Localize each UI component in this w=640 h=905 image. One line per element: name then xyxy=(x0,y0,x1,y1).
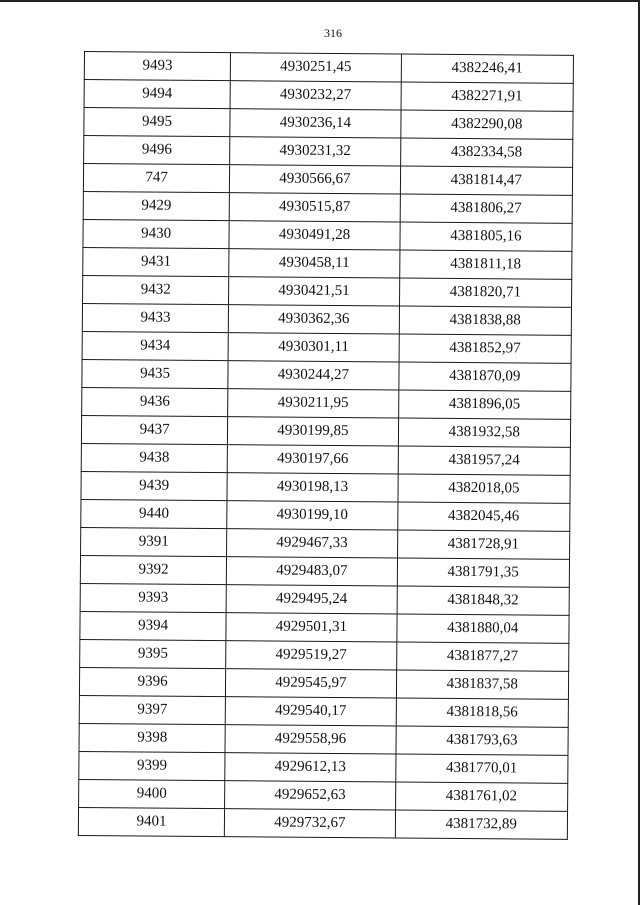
y-coordinate-cell: 4381848,32 xyxy=(397,586,570,615)
y-coordinate-cell: 4381837,58 xyxy=(396,670,569,699)
table-row xyxy=(82,303,571,335)
point-id-cell: 9438 xyxy=(81,443,227,472)
x-coordinate-cell: 4930236,14 xyxy=(230,109,401,138)
point-id-cell: 9494 xyxy=(84,80,230,109)
y-coordinate-cell: 4381957,24 xyxy=(398,446,571,475)
point-id-cell: 747 xyxy=(83,164,229,193)
x-coordinate-cell: 4930458,11 xyxy=(229,249,400,278)
table-row xyxy=(81,443,570,475)
y-coordinate-cell: 4381811,18 xyxy=(399,250,572,279)
y-coordinate-cell: 4381814,47 xyxy=(400,166,573,195)
y-coordinate-cell: 4381932,58 xyxy=(398,418,571,447)
point-id-cell: 9401 xyxy=(78,807,224,836)
point-id-cell: 9431 xyxy=(83,247,229,276)
x-coordinate-cell: 4929483,07 xyxy=(227,557,398,586)
point-id-cell: 9440 xyxy=(81,499,227,528)
x-coordinate-cell: 4929612,13 xyxy=(225,753,396,782)
point-id-cell: 9496 xyxy=(84,136,230,165)
point-id-cell: 9430 xyxy=(83,219,229,248)
table-row xyxy=(84,80,573,112)
point-id-cell: 9394 xyxy=(80,611,226,640)
page-top-edge xyxy=(0,0,640,2)
table-row xyxy=(82,387,571,419)
y-coordinate-cell: 4381806,27 xyxy=(400,194,573,223)
y-coordinate-cell: 4381896,05 xyxy=(398,390,571,419)
table-row xyxy=(83,247,572,279)
table-row xyxy=(78,807,567,839)
table-row xyxy=(79,695,568,727)
y-coordinate-cell: 4381728,91 xyxy=(397,530,570,559)
y-coordinate-cell: 4381732,89 xyxy=(395,810,568,839)
y-coordinate-cell: 4382334,58 xyxy=(400,138,573,167)
table-row xyxy=(81,499,570,531)
table-row xyxy=(84,136,573,168)
point-id-cell: 9400 xyxy=(79,779,225,808)
y-coordinate-cell: 4381880,04 xyxy=(396,614,569,643)
point-id-cell: 9395 xyxy=(80,639,226,668)
table-row xyxy=(81,527,570,559)
point-id-cell: 9495 xyxy=(84,108,230,137)
table-row xyxy=(79,779,568,811)
y-coordinate-cell: 4381852,97 xyxy=(399,334,572,363)
x-coordinate-cell: 4929732,67 xyxy=(225,809,396,838)
x-coordinate-cell: 4929519,27 xyxy=(226,641,397,670)
x-coordinate-cell: 4929540,17 xyxy=(225,697,396,726)
x-coordinate-cell: 4929501,31 xyxy=(226,613,397,642)
x-coordinate-cell: 4930251,45 xyxy=(231,53,402,82)
y-coordinate-cell: 4381818,56 xyxy=(396,698,569,727)
x-coordinate-cell: 4930301,11 xyxy=(228,333,399,362)
table-row xyxy=(83,164,572,196)
y-coordinate-cell: 4381805,16 xyxy=(400,222,573,251)
table-row xyxy=(80,555,569,587)
table-row xyxy=(83,275,572,307)
y-coordinate-cell: 4382271,91 xyxy=(401,82,574,111)
x-coordinate-cell: 4930244,27 xyxy=(228,361,399,390)
x-coordinate-cell: 4929558,96 xyxy=(225,725,396,754)
y-coordinate-cell: 4381870,09 xyxy=(398,362,571,391)
y-coordinate-cell: 4381793,63 xyxy=(396,726,569,755)
point-id-cell: 9391 xyxy=(81,527,227,556)
y-coordinate-cell: 4381761,02 xyxy=(395,782,568,811)
table-row xyxy=(80,583,569,615)
y-coordinate-cell: 4382018,05 xyxy=(398,474,571,503)
coordinate-table xyxy=(78,51,574,840)
x-coordinate-cell: 4929495,24 xyxy=(226,585,397,614)
page-number: 316 xyxy=(324,26,342,40)
table-row xyxy=(82,331,571,363)
x-coordinate-cell: 4930197,66 xyxy=(227,445,398,474)
x-coordinate-cell: 4930211,95 xyxy=(228,389,399,418)
table-row xyxy=(80,611,569,643)
y-coordinate-cell: 4382045,46 xyxy=(397,502,570,531)
y-coordinate-cell: 4382246,41 xyxy=(401,54,574,83)
table-row xyxy=(80,639,569,671)
x-coordinate-cell: 4930421,51 xyxy=(229,277,400,306)
table-row xyxy=(81,471,570,503)
y-coordinate-cell: 4381877,27 xyxy=(396,642,569,671)
y-coordinate-cell: 4381838,88 xyxy=(399,306,572,335)
table-row xyxy=(83,219,572,251)
y-coordinate-cell: 4382290,08 xyxy=(400,110,573,139)
point-id-cell: 9439 xyxy=(81,471,227,500)
point-id-cell: 9434 xyxy=(82,331,228,360)
table-row xyxy=(84,52,573,84)
point-id-cell: 9399 xyxy=(79,751,225,780)
x-coordinate-cell: 4929545,97 xyxy=(226,669,397,698)
point-id-cell: 9437 xyxy=(81,415,227,444)
table-row xyxy=(84,108,573,140)
coordinate-table-body xyxy=(78,52,573,840)
point-id-cell: 9396 xyxy=(79,667,225,696)
table-row xyxy=(83,191,572,223)
y-coordinate-cell: 4381770,01 xyxy=(395,754,568,783)
x-coordinate-cell: 4929467,33 xyxy=(227,529,398,558)
point-id-cell: 9392 xyxy=(80,555,226,584)
table-row xyxy=(79,751,568,783)
x-coordinate-cell: 4929652,63 xyxy=(225,781,396,810)
point-id-cell: 9435 xyxy=(82,359,228,388)
x-coordinate-cell: 4930232,27 xyxy=(230,81,401,110)
x-coordinate-cell: 4930199,10 xyxy=(227,501,398,530)
point-id-cell: 9432 xyxy=(83,275,229,304)
point-id-cell: 9436 xyxy=(82,387,228,416)
point-id-cell: 9433 xyxy=(82,303,228,332)
x-coordinate-cell: 4930566,67 xyxy=(230,165,401,194)
table-row xyxy=(79,667,568,699)
x-coordinate-cell: 4930515,87 xyxy=(229,193,400,222)
x-coordinate-cell: 4930198,13 xyxy=(227,473,398,502)
x-coordinate-cell: 4930199,85 xyxy=(228,417,399,446)
point-id-cell: 9398 xyxy=(79,723,225,752)
point-id-cell: 9493 xyxy=(84,52,230,81)
table-row xyxy=(79,723,568,755)
point-id-cell: 9429 xyxy=(83,191,229,220)
table-row xyxy=(81,415,570,447)
x-coordinate-cell: 4930231,32 xyxy=(230,137,401,166)
table-row xyxy=(82,359,571,391)
x-coordinate-cell: 4930491,28 xyxy=(229,221,400,250)
point-id-cell: 9393 xyxy=(80,583,226,612)
y-coordinate-cell: 4381820,71 xyxy=(399,278,572,307)
point-id-cell: 9397 xyxy=(79,695,225,724)
y-coordinate-cell: 4381791,35 xyxy=(397,558,570,587)
x-coordinate-cell: 4930362,36 xyxy=(229,305,400,334)
